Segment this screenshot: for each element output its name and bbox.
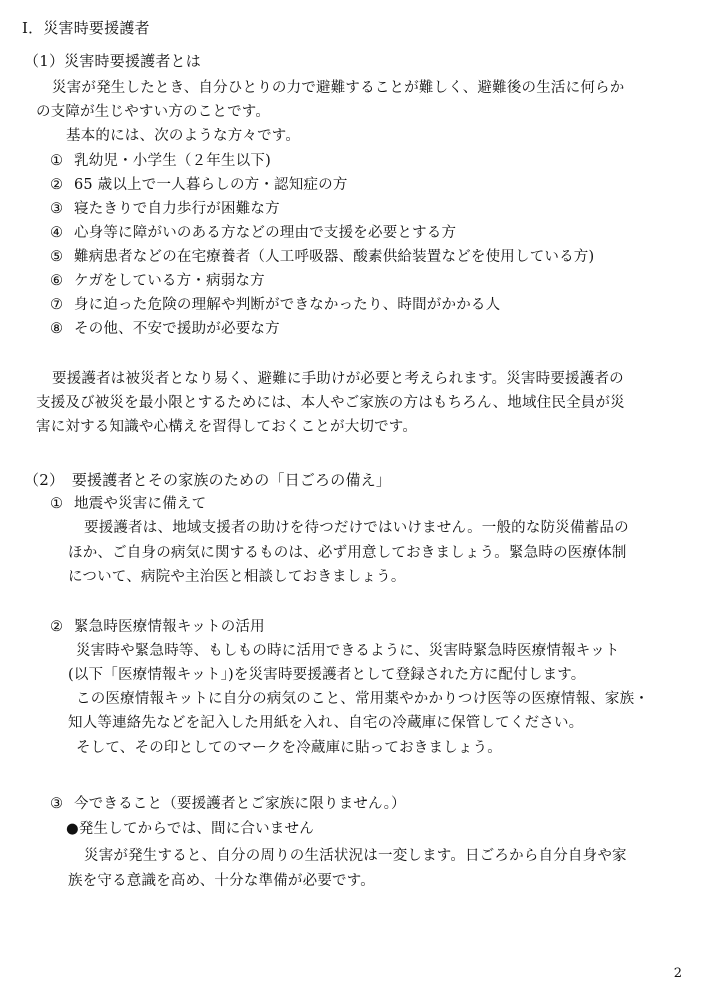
list-item xyxy=(50,223,456,243)
item-text: 寝たきりで自力歩行が困難な方 xyxy=(74,201,280,217)
item-number: ⑤ xyxy=(50,249,64,265)
prep-item-2-line: この医療情報キットに自分の病気のこと、常用薬やかかりつけ医等の医療情報、家族・ xyxy=(76,691,650,707)
prep-item-3-line: 族を守る意識を高め、十分な準備が必要です。 xyxy=(68,873,375,889)
item-title: 緊急時医療情報キットの活用 xyxy=(74,619,265,635)
item-text: 難病患者などの在宅療養者（人工呼吸器、酸素供給装置などを使用している方) xyxy=(74,249,595,265)
prep-item-3-title xyxy=(50,794,406,814)
item-number: ⑥ xyxy=(50,273,64,289)
item-number: ② xyxy=(50,177,64,193)
prep-item-1-line: 要援護者は、地域支援者の助けを待つだけではいけません。一般的な防災備蓄品の xyxy=(84,520,629,536)
subsection-2-heading: （2） 要援護者とその家族のための「日ごろの備え」 xyxy=(24,471,392,489)
definition-line-2: の支障が生じやすい方のことです。 xyxy=(36,104,271,120)
page-number: 2 xyxy=(673,966,682,981)
section-title: Ⅰ．災害時要援護者 xyxy=(22,19,150,37)
item-text: その他、不安で援助が必要な方 xyxy=(74,321,280,337)
list-item xyxy=(50,175,348,195)
basic-intro: 基本的には、次のような方々です。 xyxy=(66,128,301,144)
subsection-1-heading: （1）災害時要援護者とは xyxy=(24,52,201,70)
prep-item-3-bullet: ●発生してからでは、間に合いません xyxy=(66,821,314,837)
list-item xyxy=(50,199,280,219)
list-item xyxy=(50,319,280,339)
prep-item-3-line: 災害が発生すると、自分の周りの生活状況は一変します。日ごろから自分自身や家 xyxy=(84,848,627,864)
item-title: 地震や災害に備えて xyxy=(74,496,207,512)
list-item xyxy=(50,247,594,267)
prep-item-1-line: について、病院や主治医と相談しておきましょう。 xyxy=(68,569,406,585)
prep-item-2-line: (以下「医療情報キット」)を災害時要援護者として登録された方に配付します。 xyxy=(68,667,586,683)
prep-item-1-title xyxy=(50,494,206,514)
prep-item-2-line: 知人等連絡先などを記入した用紙を入れ、自宅の冷蔵庫に保管してください。 xyxy=(68,715,584,731)
summary-line-3: 害に対する知識や心構えを習得しておくことが大切です。 xyxy=(36,419,418,435)
prep-item-2-title xyxy=(50,617,265,637)
definition-line-1: 災害が発生したとき、自分ひとりの力で避難することが難しく、避難後の生活に何らか xyxy=(52,80,625,96)
item-text: 心身等に障がいのある方などの理由で支援を必要とする方 xyxy=(74,225,457,241)
prep-item-1-line: ほか、ご自身の病気に関するものは、必ず用意しておきましょう。緊急時の医療体制 xyxy=(68,545,627,561)
item-title: 今できること（要援護者とご家族に限りません。） xyxy=(74,796,406,812)
prep-item-2-line: そして、その印としてのマークを冷蔵庫に貼っておきましょう。 xyxy=(76,740,503,756)
item-number: ④ xyxy=(50,225,64,241)
item-text: 65 歳以上で一人暮らしの方・認知症の方 xyxy=(74,177,348,193)
item-text: ケガをしている方・病弱な方 xyxy=(74,273,265,289)
summary-line-1: 要援護者は被災者となり易く、避難に手助けが必要と考えられます。災害時要援護者の xyxy=(52,371,624,387)
item-text: 乳幼児・小学生（２年生以下) xyxy=(74,153,271,169)
list-item xyxy=(50,151,271,171)
list-item xyxy=(50,295,500,315)
summary-line-2: 支援及び被災を最小限とするためには、本人やご家族の方はもちろん、地域住民全員が災 xyxy=(36,395,625,411)
item-number: ② xyxy=(50,619,64,635)
item-number: ① xyxy=(50,496,64,512)
prep-item-2-line: 災害時や緊急時等、もしもの時に活用できるように、災害時緊急時医療情報キット xyxy=(76,643,620,659)
item-number: ① xyxy=(50,153,64,169)
item-number: ③ xyxy=(50,201,64,217)
item-number: ⑧ xyxy=(50,321,64,337)
item-text: 身に迫った危険の理解や判断ができなかったり、時間がかかる人 xyxy=(74,297,501,313)
item-number: ③ xyxy=(50,796,64,812)
item-number: ⑦ xyxy=(50,297,64,313)
list-item xyxy=(50,271,265,291)
